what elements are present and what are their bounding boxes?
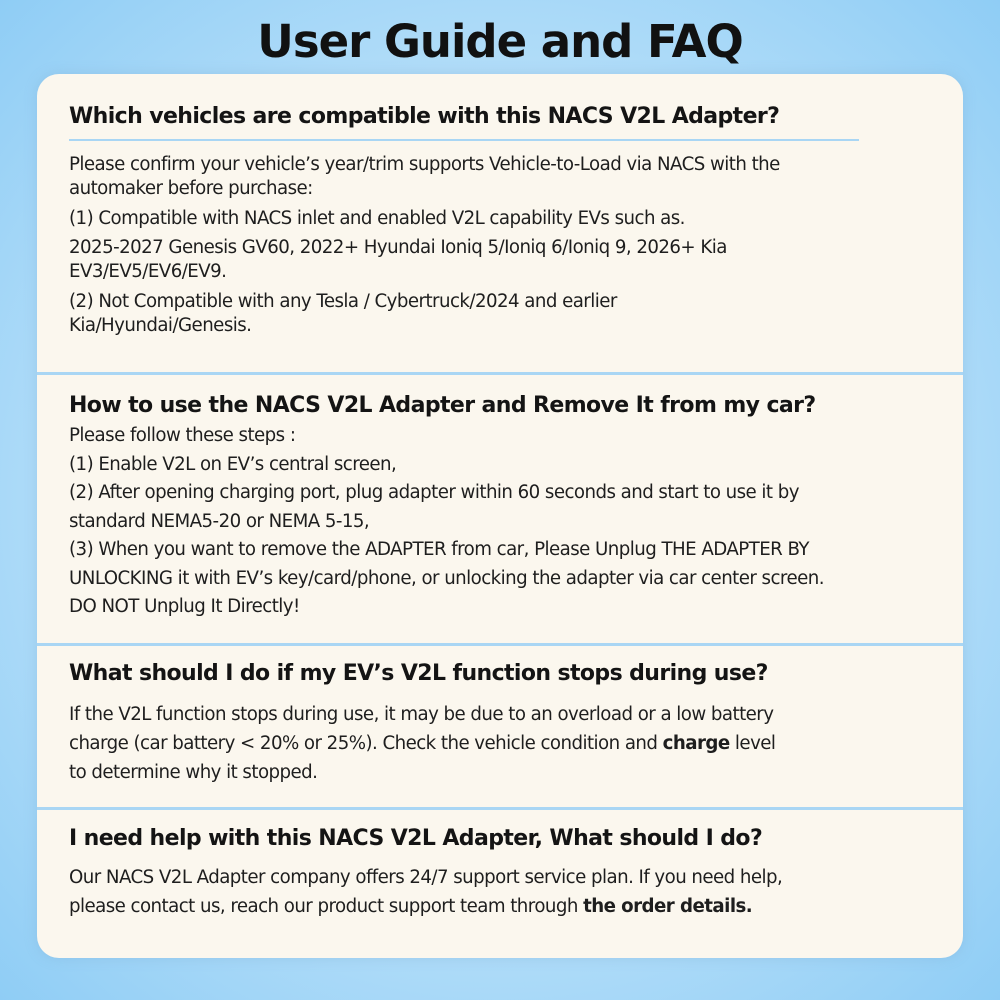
answer-line: (2) Not Compatible with any Tesla / Cybertruck/2024 and earlier: [69, 291, 617, 312]
faq-section-troubleshooting: [37, 661, 963, 787]
section-divider: [37, 807, 963, 810]
answer-line: Our NACS V2L Adapter company offers 24/7 support service plan. If you need help,: [69, 867, 783, 888]
faq-question: Which vehicles are compatible with this NACS V2L Adapter?: [69, 104, 780, 129]
answer-line: Please confirm your vehicle’s year/trim supports Vehicle-to-Load via NACS with the: [69, 154, 780, 175]
section-divider: [37, 643, 963, 646]
answer-text: charge (car battery < 20% or 25%). Check the vehicle condition and: [69, 733, 658, 754]
answer-line: to determine why it stopped.: [69, 762, 318, 783]
page-title: User Guide and FAQ: [257, 15, 743, 68]
answer-line: standard NEMA5-20 or NEMA 5-15,: [69, 510, 370, 532]
faq-section-compatibility: [37, 104, 963, 338]
answer-line: EV3/EV5/EV6/EV9.: [69, 261, 227, 282]
answer-emphasis: charge: [662, 733, 730, 754]
answer-line: [69, 892, 933, 921]
answer-line: (3) When you want to remove the ADAPTER from car, Please Unplug THE ADAPTER BY: [69, 539, 809, 560]
faq-answer: [69, 153, 933, 338]
question-underline: [69, 139, 859, 141]
answer-line: If the V2L function stops during use, it may be due to an overload or a low battery: [69, 704, 774, 725]
section-divider: [37, 372, 963, 375]
answer-line: (1) Enable V2L on EV’s central screen,: [69, 453, 397, 475]
faq-question: How to use the NACS V2L Adapter and Remove It from my car?: [69, 393, 816, 418]
answer-line: automaker before purchase:: [69, 178, 313, 199]
answer-line: Please follow these steps :: [69, 425, 296, 446]
faq-question: I need help with this NACS V2L Adapter, What should I do?: [69, 826, 763, 851]
answer-line: UNLOCKING it with EV’s key/card/phone, or unlocking the adapter via car center screen.: [69, 567, 824, 589]
faq-card: [37, 74, 963, 958]
answer-line: (1) Compatible with NACS inlet and enabled V2L capability EVs such as.: [69, 208, 685, 229]
answer-text: please contact us, reach our product support team through: [69, 896, 578, 917]
faq-question: What should I do if my EV’s V2L function stops during use?: [69, 661, 768, 686]
answer-line: DO NOT Unplug It Directly!: [69, 596, 300, 617]
answer-emphasis: the order details.: [583, 896, 753, 917]
faq-answer: [69, 700, 933, 787]
faq-section-support: [37, 826, 963, 921]
answer-line: 2025-2027 Genesis GV60, 2022+ Hyundai Ioniq 5/Ioniq 6/Ioniq 9, 2026+ Kia: [69, 237, 727, 258]
faq-answer: [69, 422, 933, 622]
answer-line: Kia/Hyundai/Genesis.: [69, 315, 252, 336]
answer-line: (2) After opening charging port, plug adapter within 60 seconds and start to use it by: [69, 482, 799, 503]
answer-line: [69, 729, 933, 758]
faq-section-usage: [37, 393, 963, 622]
faq-answer: [69, 863, 933, 921]
answer-text: level: [734, 733, 776, 754]
